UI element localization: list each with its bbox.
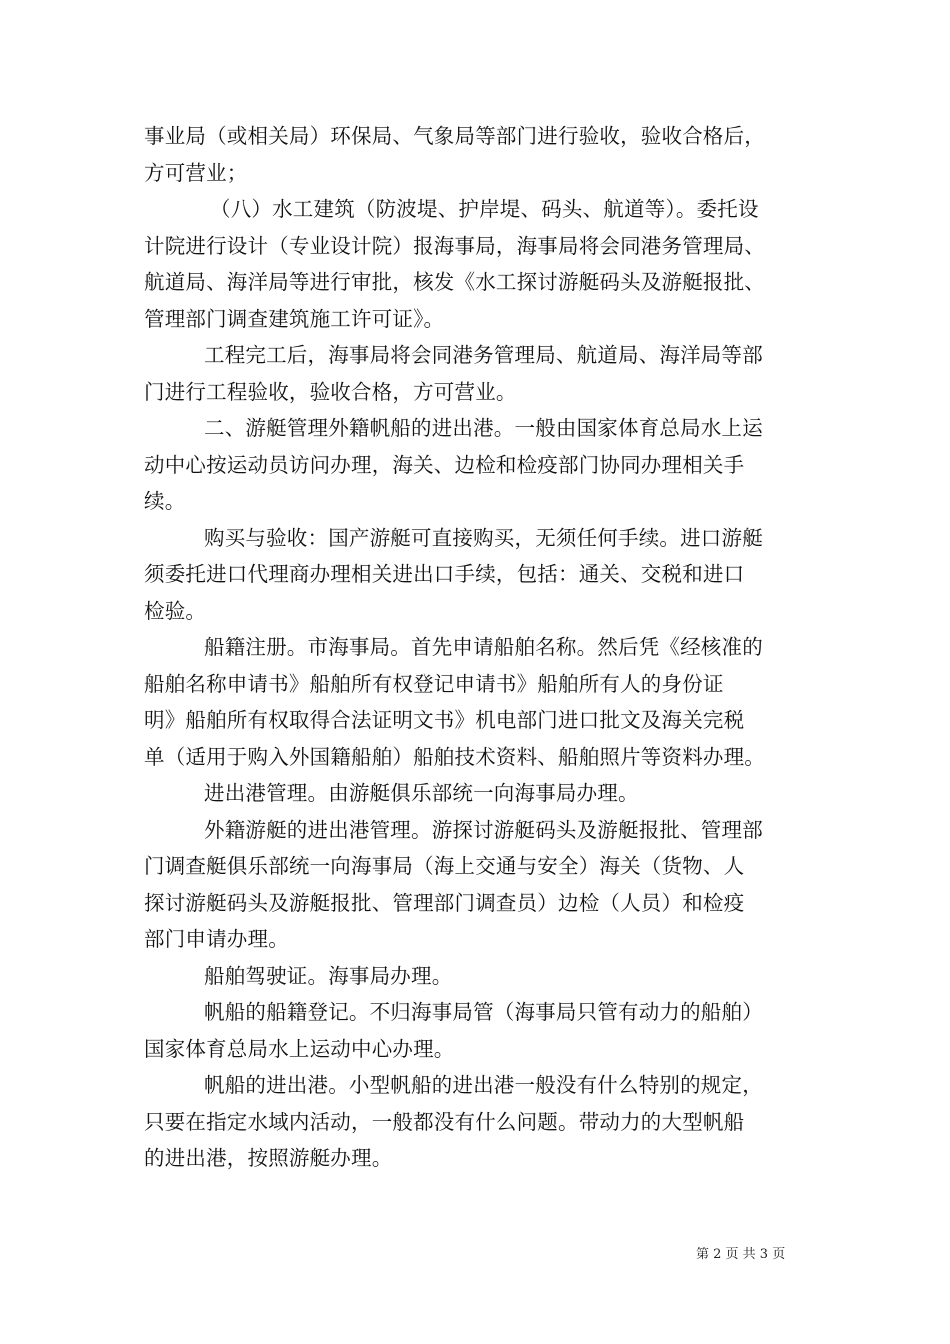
text-line: 续。 [144, 489, 186, 513]
text-line: 管理部门调查建筑施工许可证》。 [144, 306, 445, 331]
text-line: 方可营业； [144, 160, 248, 185]
text-line: 购买与验收：国产游艇可直接购买，无须任何手续。进口游艇 [204, 525, 763, 550]
text-line: 明》船舶所有权取得合法证明文书》机电部门进口批文及海关完税 [144, 708, 745, 732]
text-line: （八）水工建筑（防波堤、护岸堤、码头、航道等）。委托设 [210, 197, 759, 221]
text-line: 动中心按运动员访问办理，海关、边检和检疫部门协同办理相关手 [144, 452, 745, 477]
text-line: 单（适用于购入外国籍船舶）船舶技术资料、船舶照片等资料办理。 [144, 744, 765, 769]
text-line: 船舶驾驶证。海事局办理。 [204, 963, 453, 988]
text-line: 进出港管理。由游艇俱乐部统一向海事局办理。 [204, 781, 639, 805]
text-line: 船舶名称申请书》船舶所有权登记申请书》船舶所有人的身份证 [144, 671, 724, 696]
text-line: 二、游艇管理外籍帆船的进出港。一般由国家体育总局水上运 [204, 416, 763, 440]
text-line: 只要在指定水域内活动，一般都没有什么问题。带动力的大型帆船 [144, 1109, 745, 1134]
text-line: 门进行工程验收，验收合格，方可营业。 [144, 379, 517, 404]
text-line: 计院进行设计（专业设计院）报海事局，海事局将会同港务管理局、 [144, 233, 765, 258]
text-line: 帆船的进出港。小型帆船的进出港一般没有什么特别的规定， [204, 1073, 763, 1097]
text-line: 的进出港，按照游艇办理。 [144, 1146, 393, 1170]
text-line: 部门申请办理。 [144, 927, 289, 951]
text-line: 外籍游艇的进出港管理。游探讨游艇码头及游艇报批、管理部 [204, 817, 763, 842]
text-line: 船籍注册。市海事局。首先申请船舶名称。然后凭《经核准的 [204, 635, 763, 659]
text-line: 检验。 [144, 598, 207, 623]
text-line: 航道局、海洋局等进行审批，核发《水工探讨游艇码头及游艇报批、 [144, 270, 765, 294]
document-body [144, 118, 814, 1177]
page-number: 第 2 页 共 3 页 [696, 1247, 786, 1262]
text-line: 帆船的船籍登记。不归海事局管（海事局只管有动力的船舶） [204, 1000, 763, 1024]
text-line: 工程完工后，海事局将会同港务管理局、航道局、海洋局等部 [204, 343, 763, 367]
text-line: 探讨游艇码头及游艇报批、管理部门调查员）边检（人员）和检疫 [144, 890, 745, 915]
text-line: 国家体育总局水上运动中心办理。 [144, 1036, 455, 1061]
text-line: 门调查艇俱乐部统一向海事局（海上交通与安全）海关（货物、人 [144, 854, 745, 878]
text-line: 须委托进口代理商办理相关进出口手续，包括：通关、交税和进口 [144, 562, 745, 586]
text-line: 事业局（或相关局）环保局、气象局等部门进行验收，验收合格后， [144, 124, 765, 148]
